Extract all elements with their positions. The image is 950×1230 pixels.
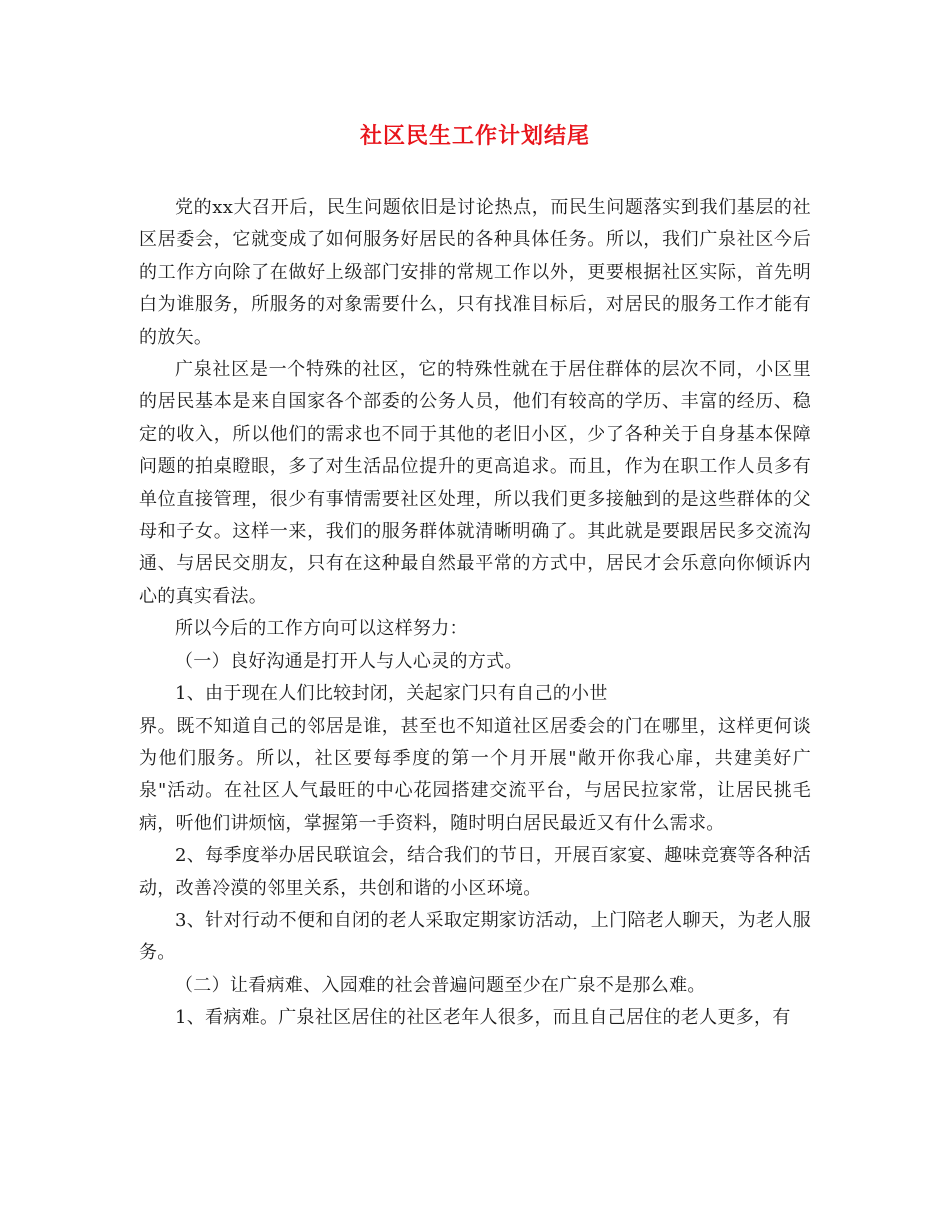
list-item-2-1: 1、看病难。广泉社区居住的社区老年人很多，而且自己居住的老人更多，有 [175, 1007, 791, 1029]
paragraph-direction: 所以今后的工作方向可以这样努力： [175, 618, 468, 640]
document-body [139, 192, 811, 1035]
list-item-1-1: 1、由于现在人们比较封闭，关起家门只有自己的小世 [175, 683, 608, 705]
list-item-1-2: 2、每季度举办居民联谊会，结合我们的节日，开展百家宴、趣味竞赛等各种活动，改善冷漠的邻里关系，共创和谐的小区环境。 [139, 845, 811, 899]
section-heading-1: （一）良好沟通是打开人与人心灵的方式。 [175, 650, 523, 672]
paragraph-community: 广泉社区是一个特殊的社区，它的特殊性就在于居住群体的层次不同，小区里的居民基本是来自国家各个部委的公务人员，他们有较高的学历、丰富的经历、稳定的收入，所以他们的需求也不同于其他的老旧小区，少了各种关于自身基本保障问题的拍桌瞪眼，多了对生活品位提升的更高追求。而且，作为在职工作人员多有单位直接管理，很少有事情需要社区处理，所以我们更多接触到的是这些群体的父母和子女。这样一来，我们的服务群体就清晰明确了。其此就是要跟居民多交流沟通、与居民交朋友，只有在这种最自然最平常的方式中，居民才会乐意向你倾诉内心的真实看法。 [139, 359, 811, 607]
paragraph-intro: 党的xx大召开后，民生问题依旧是讨论热点，而民生问题落实到我们基层的社区居委会，它就变成了如何服务好居民的各种具体任务。所以，我们广泉社区今后的工作方向除了在做好上级部门安排的常规工作以外，更要根据社区实际，首先明白为谁服务，所服务的对象需要什么，只有找准目标后，对居民的服务工作才能有的放矢。 [139, 197, 811, 348]
paragraph-continuation: 界。既不知道自己的邻居是谁，甚至也不知道社区居委会的门在哪里，这样更何谈为他们服务。所以，社区要每季度的第一个月开展"敞开你我心扉，共建美好广泉"活动。在社区人气最旺的中心花园搭建交流平台，与居民拉家常，让居民挑毛病，听他们讲烦恼，掌握第一手资料，随时明白居民最近又有什么需求。 [139, 715, 811, 834]
document-title: 社区民生工作计划结尾 [359, 123, 590, 149]
section-heading-2: （二）让看病难、入园难的社会普遍问题至少在广泉不是那么难。 [175, 974, 706, 996]
list-item-1-3: 3、针对行动不便和自闭的老人采取定期家访活动，上门陪老人聊天，为老人服务。 [139, 909, 811, 964]
